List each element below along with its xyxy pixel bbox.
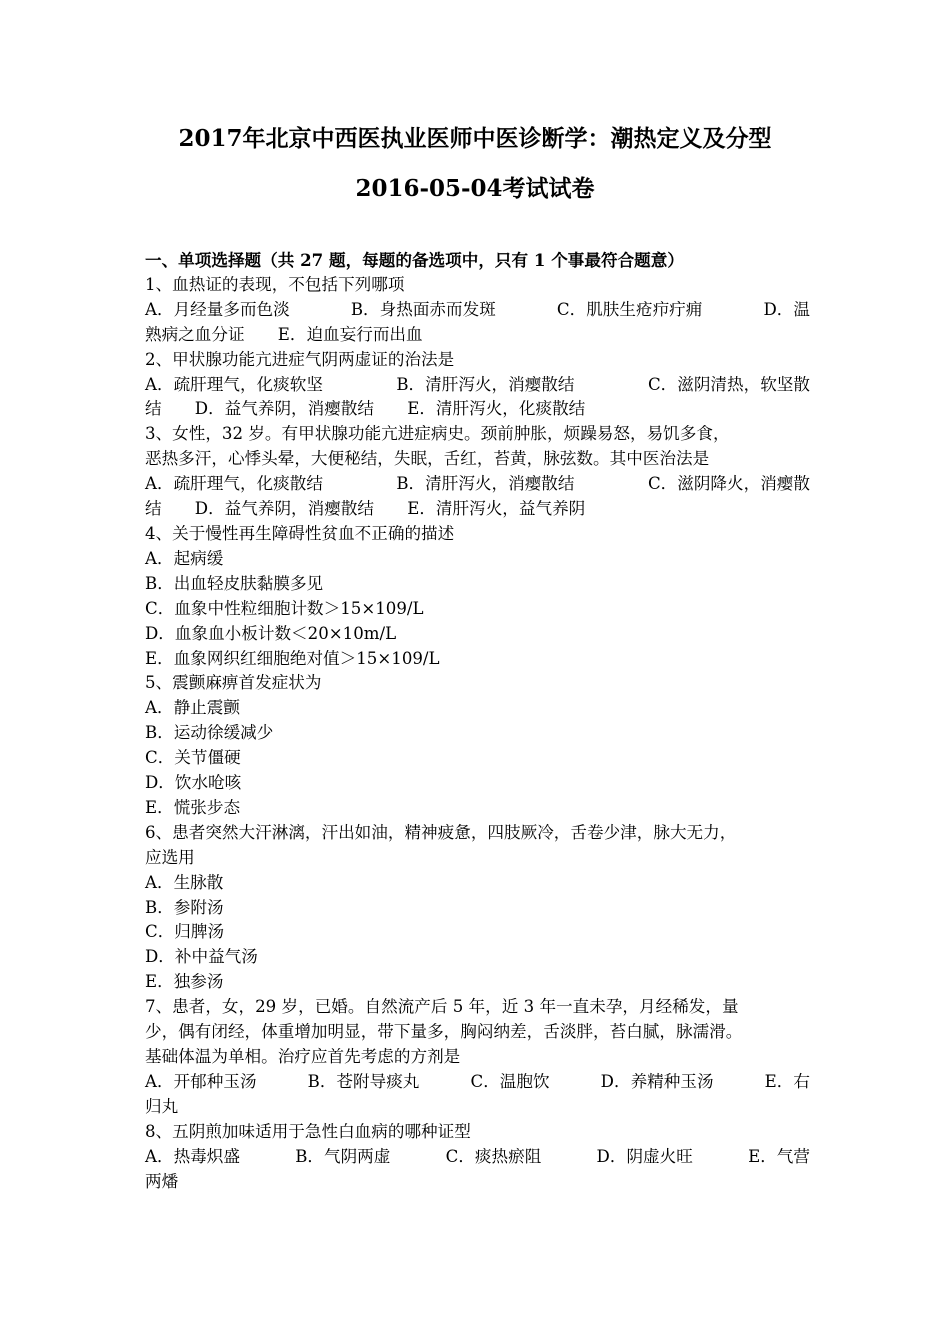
question-7-options-row <box>145 1070 810 1095</box>
option-d: D．温 <box>763 299 810 319</box>
option-a: A．疏肝理气，化痰软坚 <box>145 374 323 394</box>
option-b: B．苍附导痰丸 <box>307 1071 420 1091</box>
question-3-options-row <box>145 472 810 497</box>
option-e: E．独参汤 <box>145 972 224 992</box>
option-c: C．滋阴清热，软坚散 <box>647 374 810 394</box>
option-a: A．起病缓 <box>145 548 224 568</box>
document-body <box>145 248 810 1194</box>
question-2-options-continued: 结 D．益气养阴，消瘿散结 E．清肝泻火，化痰散结 <box>145 399 586 419</box>
option-d: D．血象血小板计数＜20×10m/L <box>145 623 397 643</box>
option-a: A．月经量多而色淡 <box>145 299 290 319</box>
option-b: B．气阴两虚 <box>295 1146 391 1166</box>
question-7-stem-line1: 7、患者，女，29 岁，已婚。自然流产后 5 年，近 3 年一直未孕，月经稀发，量 <box>145 997 739 1017</box>
section-header: 一、单项选择题（共 27 题，每题的备选项中，只有 1 个事最符合题意） <box>145 250 684 270</box>
question-7-stem-line2: 少，偶有闭经，体重增加明显，带下量多，胸闷纳差，舌淡胖，苔白腻，脉濡滑。 <box>145 1022 743 1042</box>
option-e: E．右 <box>764 1071 810 1091</box>
question-1-stem: 1、血热证的表现，不包括下列哪项 <box>145 274 405 294</box>
question-2-stem: 2、甲状腺功能亢进症气阴两虚证的治法是 <box>145 349 455 369</box>
option-e: E．血象网织红细胞绝对值＞15×109/L <box>145 648 440 668</box>
option-c: C．关节僵硬 <box>145 748 241 768</box>
option-b: B．清肝泻火，消瘿散结 <box>396 474 575 494</box>
option-c: C．痰热瘀阻 <box>445 1146 542 1166</box>
question-7-options-continued: 归丸 <box>145 1096 179 1116</box>
question-1-options-row <box>145 298 810 323</box>
option-d: D．补中益气汤 <box>145 947 258 967</box>
document-title-line1: 2017年北京中西医执业医师中医诊断学：潮热定义及分型 <box>178 125 772 152</box>
option-c: C．归脾汤 <box>145 922 225 942</box>
question-3-stem-line1: 3、女性，32 岁。有甲状腺功能亢进症病史。颈前肿胀，烦躁易怒，易饥多食， <box>145 424 730 444</box>
option-a: A．生脉散 <box>145 872 224 892</box>
question-3-stem-line2: 恶热多汗，心悸头晕，大便秘结，失眠，舌红，苔黄，脉弦数。其中医治法是 <box>145 449 710 469</box>
document-title-line2: 2016-05-04考试试卷 <box>355 175 595 202</box>
option-b: B．参附汤 <box>145 897 224 917</box>
option-b: B．运动徐缓减少 <box>145 723 274 743</box>
option-b: B．出血轻皮肤黏膜多见 <box>145 573 324 593</box>
question-6-stem-line2: 应选用 <box>145 847 195 867</box>
question-2-options-row <box>145 373 810 398</box>
question-7-stem-line3: 基础体温为单相。治疗应首先考虑的方剂是 <box>145 1047 461 1066</box>
option-e: E．慌张步态 <box>145 797 241 817</box>
option-d: D．养精种玉汤 <box>600 1071 714 1091</box>
option-c: C．温胞饮 <box>470 1071 550 1091</box>
option-b: B．清肝泻火，消瘿散结 <box>396 374 575 394</box>
question-6-stem-line1: 6、患者突然大汗淋漓，汗出如油，精神疲惫，四肢厥冷，舌卷少津，脉大无力， <box>145 822 737 842</box>
option-d: D．阴虚火旺 <box>596 1146 693 1166</box>
option-b: B．身热面赤而发斑 <box>350 299 496 319</box>
option-a: A．疏肝理气，化痰散结 <box>145 474 323 494</box>
question-5-stem: 5、震颤麻痹首发症状为 <box>145 673 322 693</box>
option-a: A．热毒炽盛 <box>145 1146 240 1166</box>
option-d: D．饮水呛咳 <box>145 773 242 793</box>
question-3-options-continued: 结 D．益气养阴，消瘿散结 E．清肝泻火，益气养阴 <box>145 499 586 519</box>
question-8-options-row <box>145 1145 810 1170</box>
option-c: C．肌肤生疮疖疔痈 <box>556 299 703 319</box>
option-a: A．静止震颤 <box>145 698 240 718</box>
option-c: C．血象中性粒细胞计数＞15×109/L <box>145 598 424 618</box>
option-e: E．气营 <box>748 1146 810 1166</box>
question-8-stem: 8、五阴煎加味适用于急性白血病的哪种证型 <box>145 1121 471 1141</box>
option-c: C．滋阴降火，消瘿散 <box>647 474 810 494</box>
option-a: A．开郁种玉汤 <box>145 1071 257 1091</box>
question-1-options-continued: 熟病之血分证 E．迫血妄行而出血 <box>145 324 423 344</box>
question-4-stem: 4、关于慢性再生障碍性贫血不正确的描述 <box>145 523 455 543</box>
question-8-options-continued: 两燔 <box>145 1171 179 1191</box>
